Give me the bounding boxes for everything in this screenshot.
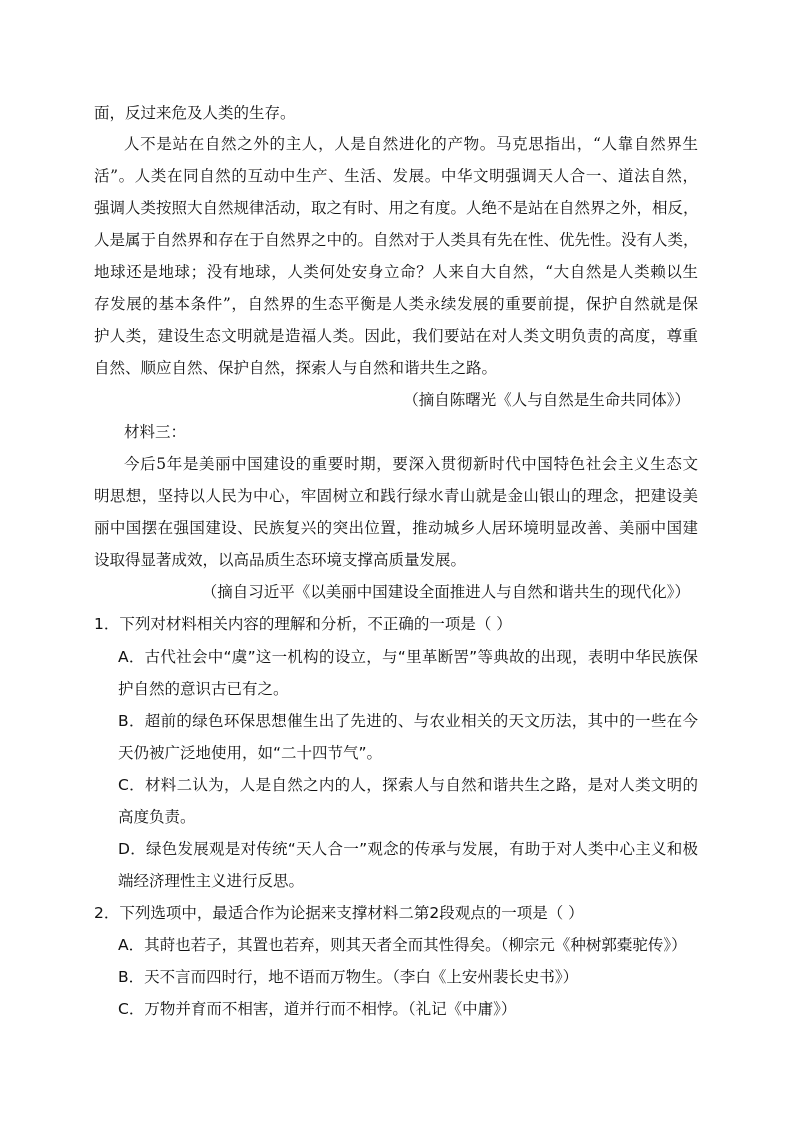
- question-stem: 2．下列选项中，最适合作为论据来支撑材料二第2段观点的一项是（ ）: [94, 904, 584, 922]
- option-a: A．古代社会中“虞”这一机构的设立，与“里革断罟”等典故的出现，表明中华民族保: [118, 648, 698, 666]
- passage-line: 丽中国摆在强国建设、民族复兴的突出位置，推动城乡人居环境明显改善、美丽中国建: [94, 519, 698, 537]
- option-d-cont: 端经济理性主义进行反思。: [118, 872, 305, 890]
- passage-line: 地球还是地球；没有地球，人类何处安身立命？人来自大自然，“大自然是人类赖以生: [94, 263, 698, 281]
- passage-line: 自然、顺应自然、保护自然，探索人与自然和谐共生之路。: [94, 359, 498, 377]
- question-stem: 1．下列对材料相关内容的理解和分析，不正确的一项是（ ）: [94, 615, 512, 633]
- option-b: B．天不言而四时行，地不语而万物生。（李白《上安州裴长史书》）: [118, 968, 579, 986]
- material-title: 材料三：: [124, 423, 187, 441]
- passage-line: 人不是站在自然之外的主人，人是自然进化的产物。马克思指出，“人靠自然界生: [124, 135, 698, 153]
- passage-line: 护人类，建设生态文明就是造福人类。因此，我们要站在对人类文明负责的高度，尊重: [94, 327, 698, 345]
- passage-line: 今后5年是美丽中国建设的重要时期，要深入贯彻新时代中国特色社会主义生态文: [124, 455, 698, 473]
- passage-line: 设取得显著成效，以高品质生态环境支撑高质量发展。: [94, 551, 467, 569]
- option-c: C．材料二认为，人是自然之内的人，探索人与自然和谐共生之路，是对人类文明的: [118, 776, 698, 794]
- source-citation: （摘自陈曙光《人与自然是生命共同体》）: [403, 391, 690, 409]
- option-c: C．万物并育而不相害，道并行而不相悖。（礼记《中庸》）: [118, 1000, 517, 1018]
- source-citation: （摘自习近平《以美丽中国建设全面推进人与自然和谐共生的现代化》）: [201, 583, 690, 601]
- passage-line: 强调人类按照大自然规律活动，取之有时、用之有度。人绝不是站在自然界之外，相反，: [94, 199, 699, 217]
- option-a-cont: 护自然的意识古已有之。: [118, 680, 289, 698]
- passage-line: 明思想，坚持以人民为中心，牢固树立和践行绿水青山就是金山银山的理念，把建设美: [94, 487, 698, 505]
- passage-line: 存发展的基本条件”，自然界的生态平衡是人类永续发展的重要前提，保护自然就是保: [94, 295, 698, 313]
- option-b: B．超前的绿色环保思想催生出了先进的、与农业相关的天文历法，其中的一些在今: [118, 712, 698, 730]
- passage-line: 活”。人类在同自然的互动中生产、生活、发展。中华文明强调天人合一、道法自然，: [94, 167, 698, 185]
- option-d: D．绿色发展观是对传统“天人合一”观念的传承与发展，有助于对人类中心主义和极: [118, 840, 698, 858]
- option-a: A．其莳也若子，其置也若弃，则其天者全而其性得矣。（柳宗元《种树郭橐驼传》）: [118, 936, 687, 954]
- passage-line: 人是属于自然界和存在于自然界之中的。自然对于人类具有先在性、优先性。没有人类，: [94, 231, 699, 249]
- option-b-cont: 天仍被广泛地使用，如“二十四节气”。: [118, 744, 383, 762]
- passage-line: 面，反过来危及人类的生存。: [94, 104, 296, 122]
- option-c-cont: 高度负责。: [118, 808, 196, 826]
